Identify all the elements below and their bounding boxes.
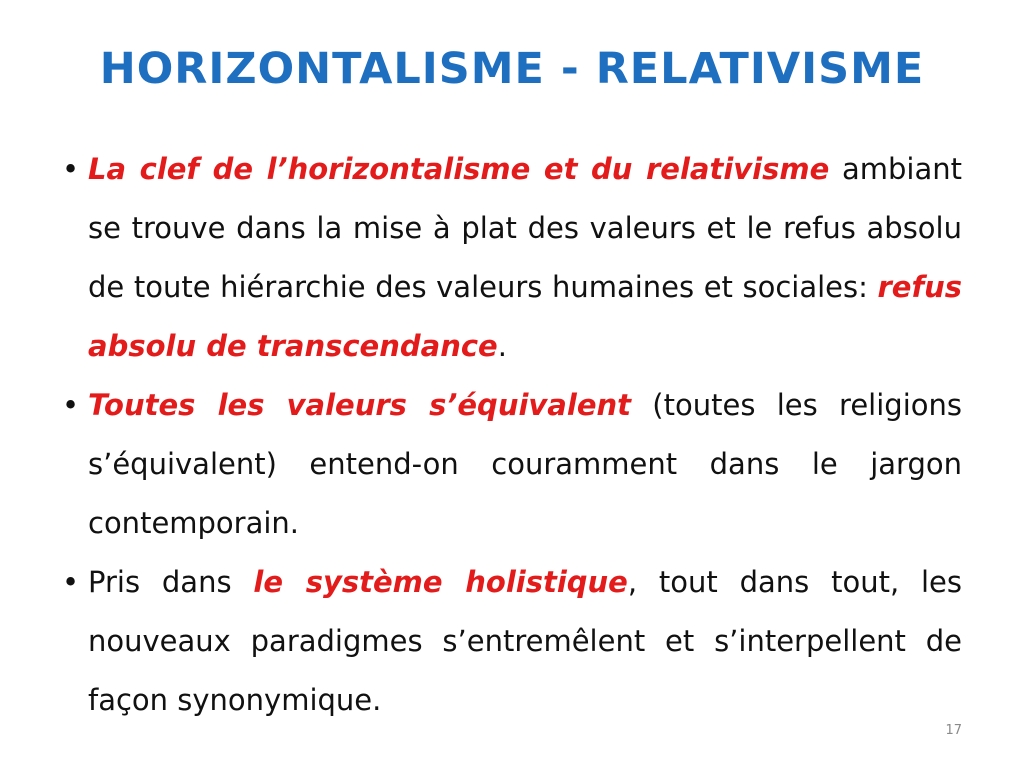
bullet-1-emphasis: La clef de l’horizontalisme et du relativisme [88,152,830,186]
bullet-1-text: ambiant se trouve dans la mise à plat des valeurs et le refus absolu de toute hiérarchie des valeurs humaines et sociales: [88,152,962,304]
bullet-list [62,140,962,730]
bullet-dot: • [62,388,80,422]
bullet-2-emphasis: Toutes les valeurs s’équivalent [88,388,631,422]
bullet-item-2 [62,376,962,553]
slide-title: HORIZONTALISME - RELATIVISME [99,44,925,94]
page-number: 17 [945,723,962,738]
bullet-dot: • [62,152,80,186]
bullet-item-1 [62,140,962,376]
bullet-2-text: (toutes les religions s’équivalent) entend-on couramment dans le jargon contemporain. [88,388,962,540]
bullet-dot: • [62,565,80,599]
bullet-3-emphasis: le système holistique [253,565,628,599]
bullet-item-3 [62,553,962,730]
bullet-1-text-end: . [497,329,507,363]
bullet-3-text-start: Pris dans [88,565,254,599]
bullet-3-text: , tout dans tout, les nouveaux paradigmes s’entremêlent et s’interpellent de façon synonymique. [88,565,962,717]
bullet-1-emphasis-2: refus absolu de transcendance [88,270,962,363]
